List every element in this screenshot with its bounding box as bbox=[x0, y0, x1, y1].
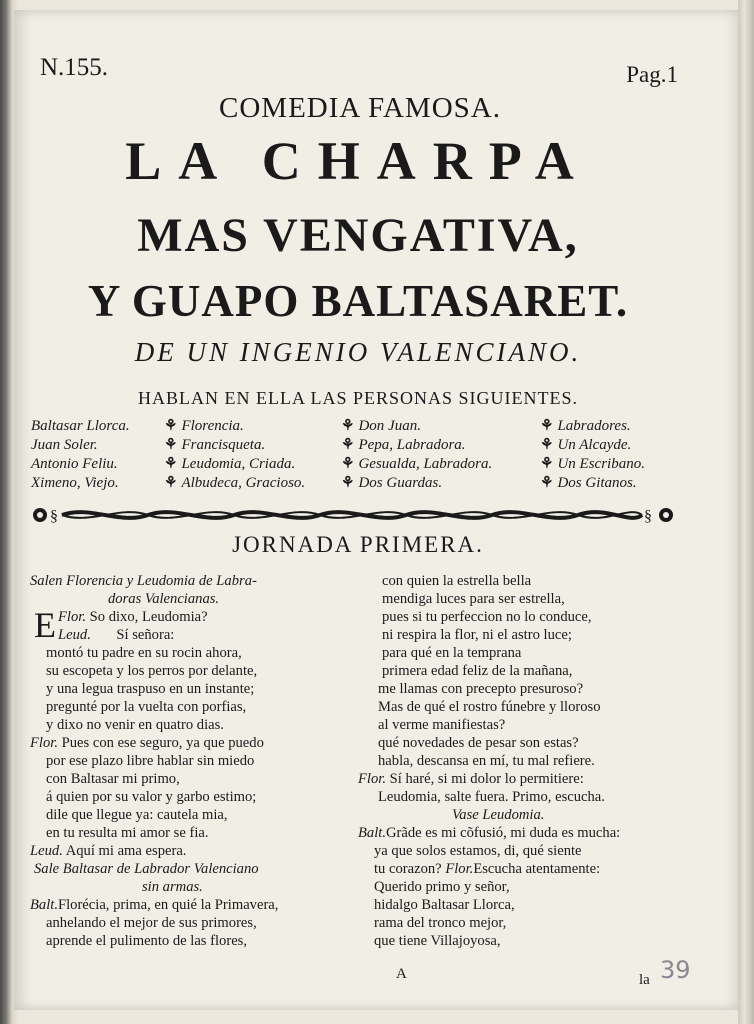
speaker: Leud. bbox=[30, 843, 63, 859]
cast-column-1 bbox=[31, 417, 130, 493]
verse-line: con Baltasar mi primo, bbox=[46, 771, 180, 787]
verse-line: y dixo no venir en quatro dias. bbox=[46, 717, 224, 733]
drop-cap: E bbox=[34, 605, 56, 645]
verse-line: que tiene Villajoyosa, bbox=[374, 933, 501, 949]
verse-line: Sí haré, si mi dolor lo permitiere: bbox=[389, 771, 584, 787]
verse-line: pregunté por la vuelta con porfias, bbox=[46, 699, 247, 715]
signature-mark: A bbox=[396, 966, 407, 982]
stage-direction: sin armas. bbox=[142, 879, 203, 895]
verse-line: con quien la estrella bella bbox=[382, 573, 532, 589]
verse-line: Escucha atentamente: bbox=[473, 861, 601, 877]
verse-line: qué novedades de pesar son estas? bbox=[378, 735, 579, 751]
verse-line: aprende el pulimento de las flores, bbox=[46, 933, 247, 949]
page-edge bbox=[738, 0, 754, 1024]
fleuron-icon: ⚘ bbox=[341, 418, 355, 434]
verse-line: Pues con ese seguro, ya que puedo bbox=[61, 735, 264, 751]
verse-line: anhelando el mejor de sus primores, bbox=[46, 915, 257, 931]
verse-line: Florécia, prima, en quié la Primavera, bbox=[57, 897, 279, 913]
fleuron-icon: ⚘ bbox=[540, 475, 554, 491]
verse-line: tu corazon? bbox=[374, 861, 442, 877]
cast-heading: HABLAN EN ELLA LAS PERSONAS SIGUIENTES. bbox=[137, 388, 578, 408]
speaker: Balt. bbox=[30, 897, 58, 913]
verse-line: por ese plazo libre hablar sin miedo bbox=[46, 753, 255, 769]
verse-line: habla, descansa en mí, tu mal refiere. bbox=[378, 753, 595, 769]
cast-entry: Dos Guardas. bbox=[358, 475, 443, 491]
verse-line: para qué en la temprana bbox=[382, 645, 522, 661]
cast-entry: Pepa, Labradora. bbox=[358, 437, 466, 453]
verse-line: Sí señora: bbox=[116, 627, 175, 643]
svg-text:§: § bbox=[50, 508, 58, 525]
fleuron-icon: ⚘ bbox=[164, 475, 178, 491]
cast-entry: Albudeca, Gracioso. bbox=[181, 475, 306, 491]
svg-text:§: § bbox=[644, 508, 652, 525]
verse-line: me llamas con precepto presuroso? bbox=[378, 681, 584, 697]
cast-entry: Ximeno, Viejo. bbox=[31, 475, 119, 491]
stage-direction: Salen Florencia y Leudomia de Labra- bbox=[30, 573, 257, 589]
catchword: la bbox=[639, 972, 650, 988]
verse-line: en tu resulta mi amor se fia. bbox=[46, 825, 209, 841]
title-line-3: Y GUAPO BALTASARET. bbox=[87, 276, 629, 326]
fleuron-icon: ⚘ bbox=[164, 456, 178, 472]
speaker: Leud. bbox=[58, 627, 91, 643]
stage-direction: Vase Leudomia. bbox=[452, 807, 545, 823]
cast-entry: Un Alcayde. bbox=[557, 437, 632, 453]
genre-heading: COMEDIA FAMOSA. bbox=[219, 92, 501, 124]
fleuron-icon: ⚘ bbox=[341, 475, 355, 491]
cast-entry: Leudomia, Criada. bbox=[181, 456, 296, 472]
cast-entry: Florencia. bbox=[181, 418, 244, 434]
speaker: Flor. bbox=[445, 861, 474, 877]
author-line: DE UN INGENIO VALENCIANO. bbox=[134, 337, 582, 367]
verse-line: mendiga luces para ser estrella, bbox=[382, 591, 565, 607]
speaker: Flor. bbox=[58, 609, 86, 625]
act-heading: JORNADA PRIMERA. bbox=[232, 532, 484, 557]
verse-line: su escopeta y los perros por delante, bbox=[46, 663, 258, 679]
verse-line: Mas de qué el rostro fúnebre y lloroso bbox=[378, 699, 601, 715]
fleuron-icon: ⚘ bbox=[164, 437, 178, 453]
stage-direction: doras Valencianas. bbox=[108, 591, 220, 607]
verse-line: ya que solos estamos, di, qué siente bbox=[374, 843, 582, 859]
fleuron-icon: ⚘ bbox=[540, 418, 554, 434]
verse-line: ni respira la flor, ni el astro luce; bbox=[382, 627, 572, 643]
cast-entry: Francisqueta. bbox=[181, 437, 266, 453]
fleuron-icon: ⚘ bbox=[341, 437, 355, 453]
verse-line: Grãde es mi cõfusió, mi duda es mucha: bbox=[385, 825, 621, 841]
cast-entry: Labradores. bbox=[557, 418, 631, 434]
verse-line: rama del tronco mejor, bbox=[374, 915, 507, 931]
fleuron-icon: ⚘ bbox=[540, 456, 554, 472]
fleuron-icon: ⚘ bbox=[540, 437, 554, 453]
speaker: Flor. bbox=[358, 771, 386, 787]
cast-entry: Gesualda, Labradora. bbox=[358, 456, 493, 472]
cast-entry: Dos Gitanos. bbox=[557, 475, 637, 491]
page-number: Pag.1 bbox=[626, 62, 678, 87]
cast-column-2 bbox=[164, 417, 305, 493]
cast-entry: Un Escribano. bbox=[557, 456, 645, 472]
cast-entry: Baltasar Llorca. bbox=[31, 418, 130, 434]
verse-line: y una legua traspuso en un instante; bbox=[46, 681, 255, 697]
verse-line: primera edad feliz de la mañana, bbox=[382, 663, 573, 679]
cast-entry: Juan Soler. bbox=[31, 437, 98, 453]
cast-entry: Don Juan. bbox=[358, 418, 421, 434]
verse-line: Leudomia, salte fuera. Primo, escucha. bbox=[378, 789, 605, 805]
verse-line: al verme manifiestas? bbox=[378, 717, 506, 733]
text-column-left bbox=[30, 572, 350, 950]
text-column-right bbox=[358, 572, 678, 950]
pencil-folio-number: 39 bbox=[660, 956, 691, 984]
verse-line: pues si tu perfeccion no lo conduce, bbox=[382, 609, 592, 625]
verse-line: montó tu padre en su rocin ahora, bbox=[46, 645, 242, 661]
verse-line: dile que llegue ya: cautela mia, bbox=[46, 807, 228, 823]
title-line-2: MAS VENGATIVA, bbox=[137, 209, 579, 262]
verse-line: Querido primo y señor, bbox=[374, 879, 510, 895]
verse-line: á quien por su valor y garbo estimo; bbox=[46, 789, 257, 805]
cast-entry: Antonio Feliu. bbox=[31, 456, 118, 472]
verse-line: Aquí mi ama espera. bbox=[65, 843, 187, 859]
stage-direction: Sale Baltasar de Labrador Valenciano bbox=[34, 861, 259, 877]
cast-column-4 bbox=[540, 417, 645, 493]
verse-line: So dixo, Leudomia? bbox=[89, 609, 208, 625]
speaker: Flor. bbox=[30, 735, 58, 751]
fleuron-icon: ⚘ bbox=[341, 456, 355, 472]
verse-line: hidalgo Baltasar Llorca, bbox=[374, 897, 515, 913]
speaker: Balt. bbox=[358, 825, 386, 841]
fleuron-icon: ⚘ bbox=[164, 418, 178, 434]
title-line-1: LA CHARPA bbox=[125, 131, 591, 191]
play-number: N.155. bbox=[40, 54, 109, 81]
cast-column-3 bbox=[341, 417, 492, 493]
ornamental-rule bbox=[30, 503, 676, 527]
